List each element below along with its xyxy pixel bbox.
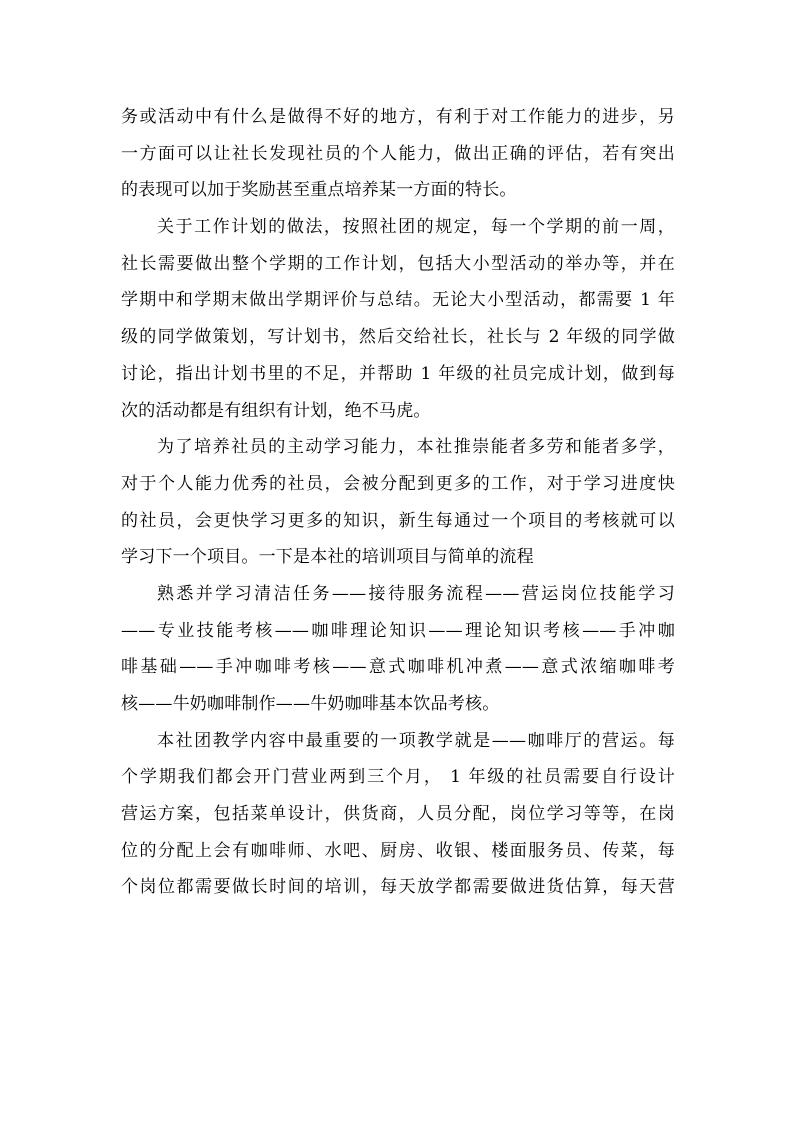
text-line: 的社员，会更快学习更多的知识，新生每通过一个项目的考核就可以: [121, 510, 675, 531]
text-line: 务或活动中有什么是做得不好的地方，有利于对工作能力的进步，另: [121, 107, 675, 127]
text-line: 本社团教学内容中最重要的一项教学就是——咖啡厅的营运。每: [157, 730, 675, 751]
paragraph: [121, 99, 675, 209]
text-line: 次的活动都是有组织有计划，绝不马虎。: [121, 400, 431, 421]
text-line: 社长需要做出整个学期的工作计划，包括大小型活动的举办等，并在: [121, 253, 675, 274]
text-line: 为了培养社员的主动学习能力，本社推崇能者多劳和能者多学，: [157, 437, 675, 458]
text-line: 学习下一个项目。一下是本社的培训项目与简单的流程: [121, 547, 534, 568]
text-line: 位的分配上会有咖啡师、水吧、厨房、收银、楼面服务员、传菜，每: [121, 840, 675, 861]
text-line: 的表现可以加于奖励甚至重点培养某一方面的特长。: [121, 180, 517, 201]
text-line: 营运方案，包括菜单设计，供货商，人员分配，岗位学习等等，在岗: [121, 804, 675, 825]
text-line: 啡基础——手冲咖啡考核——意式咖啡机冲煮——意式浓缩咖啡考: [121, 657, 675, 678]
text-line: 熟悉并学习清洁任务——接待服务流程——营运岗位技能学习: [157, 583, 675, 604]
text-line: ——专业技能考核——咖啡理论知识——理论知识考核——手冲咖: [121, 620, 675, 641]
text-line: 学期中和学期末做出学期评价与总结。无论大小型活动，都需要 1 年: [121, 290, 675, 311]
paragraph: [121, 576, 675, 723]
document-page: [121, 99, 675, 906]
paragraph: [121, 723, 675, 906]
text-line: 一方面可以让社长发现社员的个人能力，做出正确的评估，若有突出: [121, 143, 675, 164]
text-line: 级的同学做策划，写计划书，然后交给社长，社长与 2 年级的同学做: [121, 327, 675, 348]
text-line: 关于工作计划的做法，按照社团的规定，每一个学期的前一周，: [157, 217, 675, 238]
text-line: 核——牛奶咖啡制作——牛奶咖啡基本饮品考核。: [121, 694, 500, 714]
text-line: 个学期我们都会开门营业两到三个月， 1 年级的社员需要自行设计: [121, 767, 675, 788]
text-line: 讨论，指出计划书里的不足，并帮助 1 年级的社员完成计划，做到每: [121, 363, 675, 384]
paragraph: [121, 429, 675, 576]
text-line: 个岗位都需要做长时间的培训，每天放学都需要做进货估算，每天营: [121, 877, 675, 898]
text-line: 对于个人能力优秀的社员，会被分配到更多的工作，对于学习进度快: [121, 473, 675, 494]
paragraph: [121, 209, 675, 429]
